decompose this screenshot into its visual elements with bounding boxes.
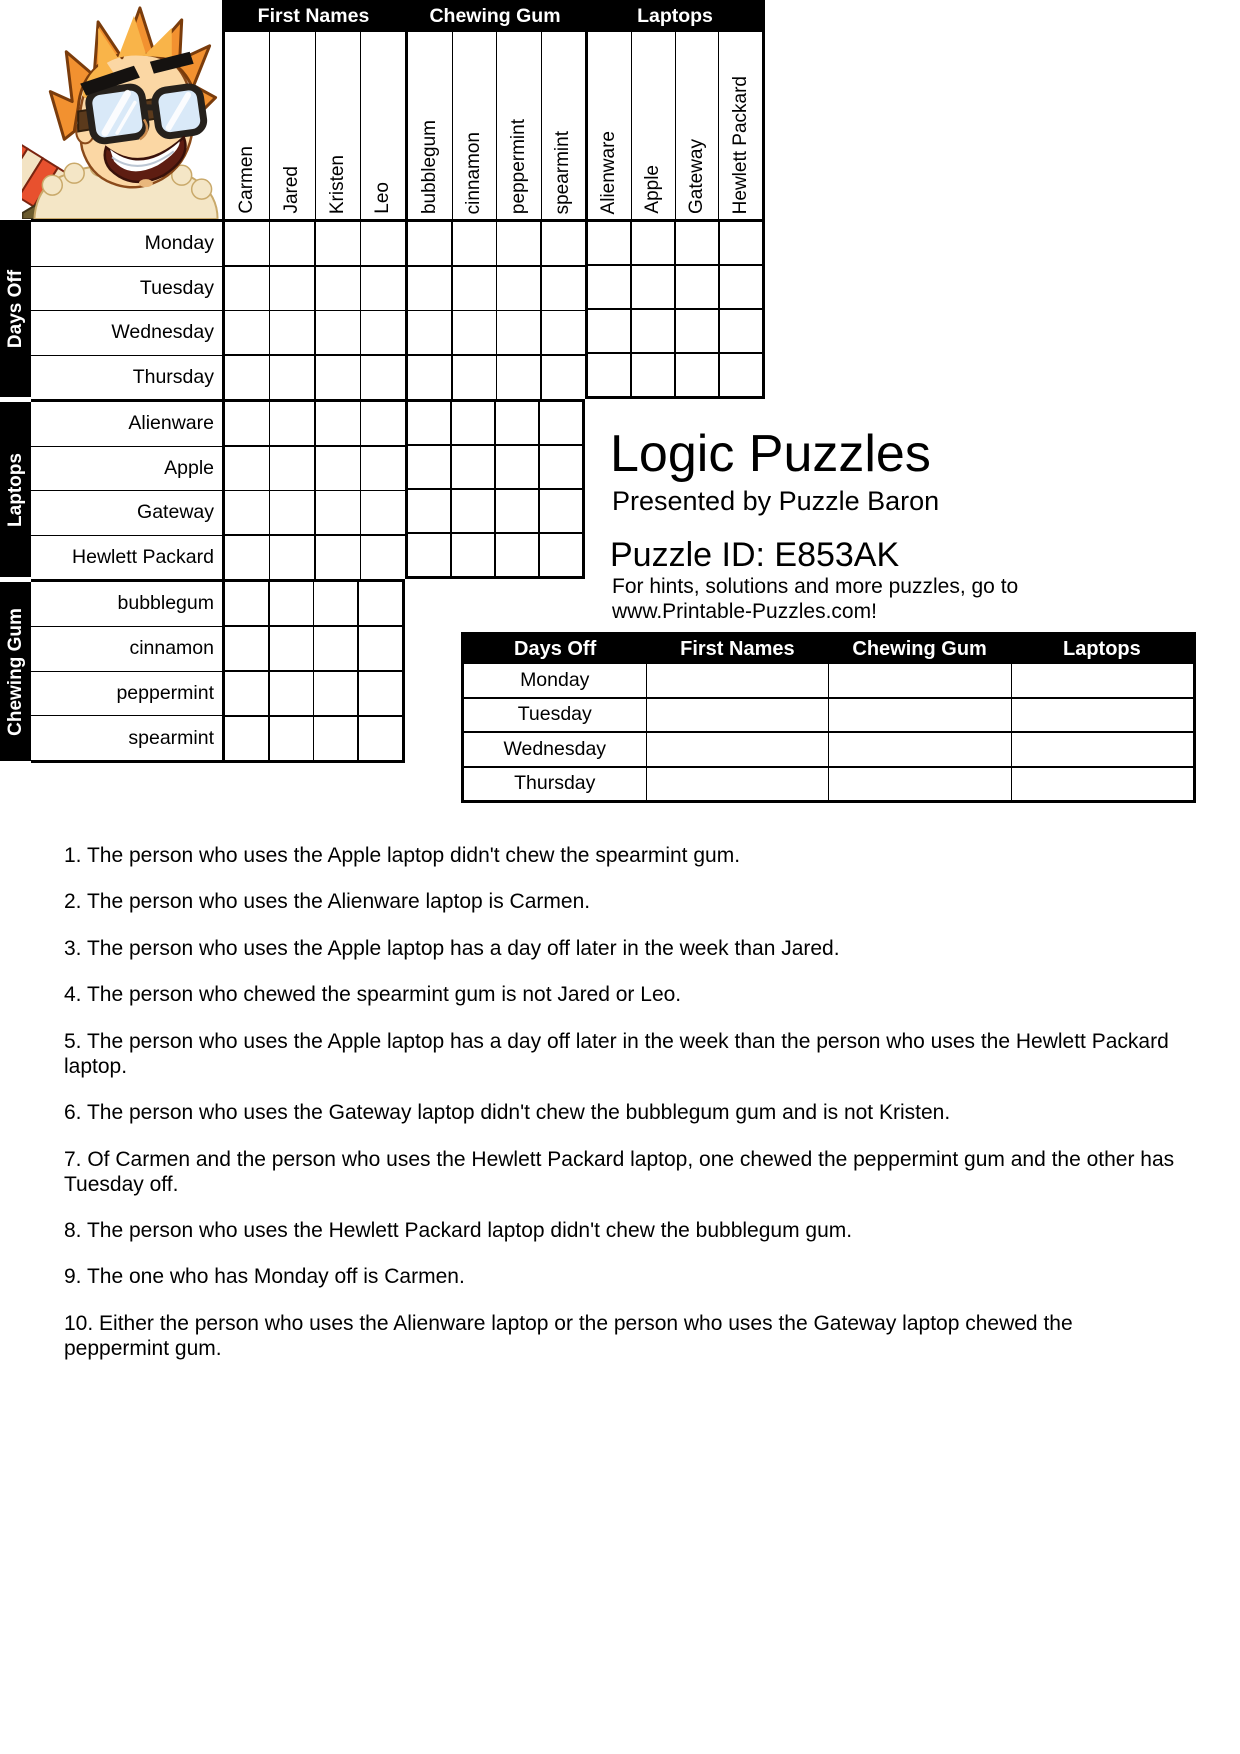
grid-cell[interactable]	[588, 222, 630, 264]
grid-cell[interactable]	[408, 534, 450, 576]
answer-cell[interactable]	[1012, 664, 1194, 697]
grid-cell[interactable]	[542, 356, 585, 399]
puzzle-id: Puzzle ID: E853AK	[610, 536, 900, 574]
grid-cell[interactable]	[316, 311, 360, 354]
col-group-label: First Names	[257, 4, 370, 27]
answer-cell[interactable]	[1012, 733, 1194, 766]
grid-cell[interactable]	[359, 672, 402, 715]
grid-cell[interactable]	[316, 402, 360, 445]
grid-cell[interactable]	[359, 627, 402, 670]
answer-cell[interactable]	[647, 699, 830, 732]
grid-cell[interactable]	[316, 491, 360, 534]
grid-cell[interactable]	[225, 582, 268, 625]
col-labels-chewing-gum	[405, 32, 585, 219]
grid-cell[interactable]	[361, 267, 405, 310]
grid-cell[interactable]	[359, 717, 402, 760]
answer-cell[interactable]	[829, 699, 1012, 732]
grid-cell[interactable]	[408, 446, 450, 488]
col-group-label: Laptops	[637, 4, 713, 27]
grid-cell[interactable]	[720, 266, 762, 308]
answer-header-days-off: Days Off	[514, 638, 597, 660]
grid-cell[interactable]	[408, 402, 450, 444]
grid-cell[interactable]	[720, 222, 762, 264]
grid-cell[interactable]	[720, 310, 762, 352]
grid-cell[interactable]	[588, 266, 630, 308]
row-group-label: Days Off	[4, 269, 26, 348]
col-label-alienware: Alienware	[598, 130, 620, 214]
answer-cell[interactable]	[829, 664, 1012, 697]
grid-cell[interactable]	[225, 672, 268, 715]
grid-cell[interactable]	[270, 222, 314, 265]
col-label-gateway: Gateway	[685, 139, 707, 214]
grid-cell[interactable]	[361, 311, 405, 354]
grid-cell[interactable]	[632, 222, 674, 264]
grid-cell[interactable]	[676, 354, 718, 396]
grid-cell[interactable]	[270, 447, 314, 490]
grid-cell[interactable]	[497, 267, 540, 310]
row-label-gateway: Gateway	[31, 491, 222, 536]
grid-cell[interactable]	[453, 356, 496, 399]
row-group-label: Chewing Gum	[4, 607, 26, 736]
clue-4: 4. The person who chewed the spearmint gum is not Jared or Leo.	[64, 983, 682, 1006]
grid-cell[interactable]	[408, 311, 451, 354]
clue-9: 9. The one who has Monday off is Carmen.	[64, 1265, 465, 1288]
grid-cell[interactable]	[316, 536, 360, 579]
row-label-cinnamon: cinnamon	[31, 627, 222, 672]
hints-text: For hints, solutions and more puzzles, go to	[612, 575, 1019, 598]
row-labels-days-off	[31, 219, 222, 399]
col-labels-laptops	[585, 32, 765, 219]
col-label-kristen: Kristen	[326, 154, 348, 214]
grid-section-laptops-firstnames	[222, 399, 405, 579]
grid-cell[interactable]	[225, 717, 268, 760]
answer-row-thursday	[464, 768, 1193, 801]
grid-cell[interactable]	[542, 267, 585, 310]
grid-cell[interactable]	[540, 490, 582, 532]
grid-cell[interactable]	[542, 311, 585, 354]
grid-cell[interactable]	[314, 627, 357, 670]
row-group-strip-days-off	[0, 220, 31, 397]
col-label-hewlett-packard: Hewlett Packard	[729, 75, 751, 214]
grid-cell[interactable]	[408, 356, 451, 399]
grid-cell[interactable]	[453, 311, 496, 354]
col-group-header-laptops	[585, 0, 765, 32]
grid-cell[interactable]	[540, 446, 582, 488]
grid-cell[interactable]	[361, 491, 405, 534]
col-labels-first-names	[222, 32, 405, 219]
grid-cell[interactable]	[408, 490, 450, 532]
grid-cell[interactable]	[496, 402, 538, 444]
grid-cell[interactable]	[453, 222, 496, 265]
grid-cell[interactable]	[452, 446, 494, 488]
answer-header-laptops: Laptops	[1062, 638, 1141, 660]
grid-cell[interactable]	[361, 356, 405, 399]
grid-cell[interactable]	[225, 447, 269, 490]
answer-cell[interactable]	[1012, 699, 1194, 732]
grid-cell[interactable]	[225, 311, 269, 354]
grid-cell[interactable]	[452, 534, 494, 576]
grid-cell[interactable]	[225, 267, 269, 310]
answer-row-tuesday	[464, 699, 1193, 734]
answer-row-monday	[464, 664, 1193, 699]
grid-cell[interactable]	[720, 354, 762, 396]
grid-cell[interactable]	[540, 534, 582, 576]
clue-1: 1. The person who uses the Apple laptop didn't chew the spearmint gum.	[64, 844, 741, 867]
grid-cell[interactable]	[225, 222, 269, 265]
grid-cell[interactable]	[270, 582, 313, 625]
grid-cell[interactable]	[316, 356, 360, 399]
grid-cell[interactable]	[270, 311, 314, 354]
grid-cell[interactable]	[542, 222, 585, 265]
grid-cell[interactable]	[496, 490, 538, 532]
grid-cell[interactable]	[225, 627, 268, 670]
grid-cell[interactable]	[270, 402, 314, 445]
grid-cell[interactable]	[676, 310, 718, 352]
grid-cell[interactable]	[452, 402, 494, 444]
grid-cell[interactable]	[316, 447, 360, 490]
grid-cell[interactable]	[225, 402, 269, 445]
row-label-apple: Apple	[31, 447, 222, 492]
grid-cell[interactable]	[632, 354, 674, 396]
answer-header-first-names: First Names	[680, 638, 795, 660]
page-title: Logic Puzzles	[610, 425, 931, 483]
grid-cell[interactable]	[316, 222, 360, 265]
answer-row-wednesday	[464, 733, 1193, 768]
grid-cell[interactable]	[676, 222, 718, 264]
grid-cell[interactable]	[453, 267, 496, 310]
grid-cell[interactable]	[632, 266, 674, 308]
answer-row-label: Tuesday	[464, 699, 647, 732]
clue-8: 8. The person who uses the Hewlett Packard laptop didn't chew the bubblegum gum.	[64, 1219, 853, 1242]
answer-table	[461, 632, 1196, 803]
grid-cell[interactable]	[588, 310, 630, 352]
grid-cell[interactable]	[361, 447, 405, 490]
col-group-header-chewing-gum	[405, 0, 585, 32]
answer-cell[interactable]	[647, 733, 830, 766]
grid-cell[interactable]	[314, 717, 357, 760]
grid-cell[interactable]	[270, 491, 314, 534]
answer-cell[interactable]	[829, 768, 1012, 801]
row-label-monday: Monday	[31, 222, 222, 267]
clue-7: 7. Of Carmen and the person who uses the Hewlett Packard laptop, one chewed the peppermint gum and the other has Tuesday off.	[64, 1148, 1175, 1196]
row-labels-chewing-gum	[31, 579, 222, 763]
answer-cell[interactable]	[647, 768, 830, 801]
row-group-label: Laptops	[4, 452, 26, 527]
grid-cell[interactable]	[408, 222, 451, 265]
grid-section-daysoff-firstnames	[222, 219, 405, 399]
grid-cell[interactable]	[497, 356, 540, 399]
grid-cell[interactable]	[408, 267, 451, 310]
row-label-spearmint: spearmint	[128, 726, 214, 749]
col-group-label: Chewing Gum	[429, 4, 561, 27]
grid-cell[interactable]	[359, 582, 402, 625]
col-label-cinnamon: cinnamon	[463, 131, 485, 214]
row-label-bubblegum: bubblegum	[31, 582, 222, 627]
website-url: www.Printable-Puzzles.com!	[612, 600, 877, 623]
grid-cell[interactable]	[497, 311, 540, 354]
grid-cell[interactable]	[314, 672, 357, 715]
grid-cell[interactable]	[270, 356, 314, 399]
row-label-alienware: Alienware	[31, 402, 222, 447]
col-group-header-first-names	[222, 0, 405, 32]
row-group-strip-laptops	[0, 402, 31, 577]
answer-row-label: Thursday	[464, 768, 647, 801]
grid-cell[interactable]	[361, 536, 405, 579]
grid-section-daysoff-laptops	[585, 219, 765, 399]
row-label-wednesday: Wednesday	[31, 311, 222, 356]
answer-row-label: Wednesday	[464, 733, 647, 766]
row-labels-laptops	[31, 399, 222, 579]
grid-section-chewinggum-firstnames	[222, 579, 405, 763]
grid-cell[interactable]	[676, 266, 718, 308]
clue-10: 10. Either the person who uses the Alienware laptop or the person who uses the Gateway laptop chewed the peppermint gum.	[64, 1312, 1073, 1360]
presented-by-subtitle: Presented by Puzzle Baron	[612, 486, 940, 516]
row-label-tuesday: Tuesday	[31, 267, 222, 312]
col-label-spearmint: spearmint	[552, 130, 574, 214]
col-label-jared: Jared	[281, 166, 303, 214]
grid-cell[interactable]	[540, 402, 582, 444]
row-label-hewlett-packard: Hewlett Packard	[72, 545, 214, 568]
row-label-thursday: Thursday	[132, 365, 214, 388]
col-label-carmen: Carmen	[236, 146, 258, 214]
answer-cell[interactable]	[1012, 768, 1194, 801]
grid-cell[interactable]	[632, 310, 674, 352]
col-label-bubblegum: bubblegum	[418, 119, 440, 214]
grid-section-daysoff-chewinggum	[405, 219, 585, 399]
answer-table-header	[464, 635, 1193, 664]
grid-cell[interactable]	[496, 534, 538, 576]
answer-row-label: Monday	[464, 664, 647, 697]
grid-cell[interactable]	[225, 491, 269, 534]
grid-cell[interactable]	[225, 536, 269, 579]
grid-cell[interactable]	[314, 582, 357, 625]
col-label-peppermint: peppermint	[507, 118, 529, 214]
clue-6: 6. The person who uses the Gateway laptop didn't chew the bubblegum gum and is not Kristen.	[64, 1101, 951, 1124]
clue-3: 3. The person who uses the Apple laptop has a day off later in the week than Jared.	[64, 937, 840, 960]
grid-cell[interactable]	[452, 490, 494, 532]
mascot-illustration	[22, 0, 222, 219]
grid-cell[interactable]	[270, 672, 313, 715]
col-label-leo: Leo	[371, 182, 393, 214]
grid-cell[interactable]	[270, 627, 313, 670]
grid-cell[interactable]	[270, 717, 313, 760]
clue-2: 2. The person who uses the Alienware laptop is Carmen.	[64, 890, 591, 913]
grid-cell[interactable]	[225, 356, 269, 399]
grid-cell[interactable]	[270, 536, 314, 579]
grid-cell[interactable]	[496, 446, 538, 488]
answer-header-chewing-gum: Chewing Gum	[852, 638, 987, 660]
grid-cell[interactable]	[588, 354, 630, 396]
answer-cell[interactable]	[647, 664, 830, 697]
grid-cell[interactable]	[270, 267, 314, 310]
grid-cell[interactable]	[361, 402, 405, 445]
grid-cell[interactable]	[361, 222, 405, 265]
grid-cell[interactable]	[316, 267, 360, 310]
grid-section-laptops-chewinggum	[405, 399, 585, 579]
clue-5: 5. The person who uses the Apple laptop has a day off later in the week than the person who uses the Hewlett Packard laptop.	[64, 1030, 1169, 1078]
answer-cell[interactable]	[829, 733, 1012, 766]
col-label-apple: Apple	[642, 165, 664, 214]
grid-cell[interactable]	[497, 222, 540, 265]
row-group-strip-chewing-gum	[0, 582, 31, 761]
row-label-peppermint: peppermint	[31, 672, 222, 717]
